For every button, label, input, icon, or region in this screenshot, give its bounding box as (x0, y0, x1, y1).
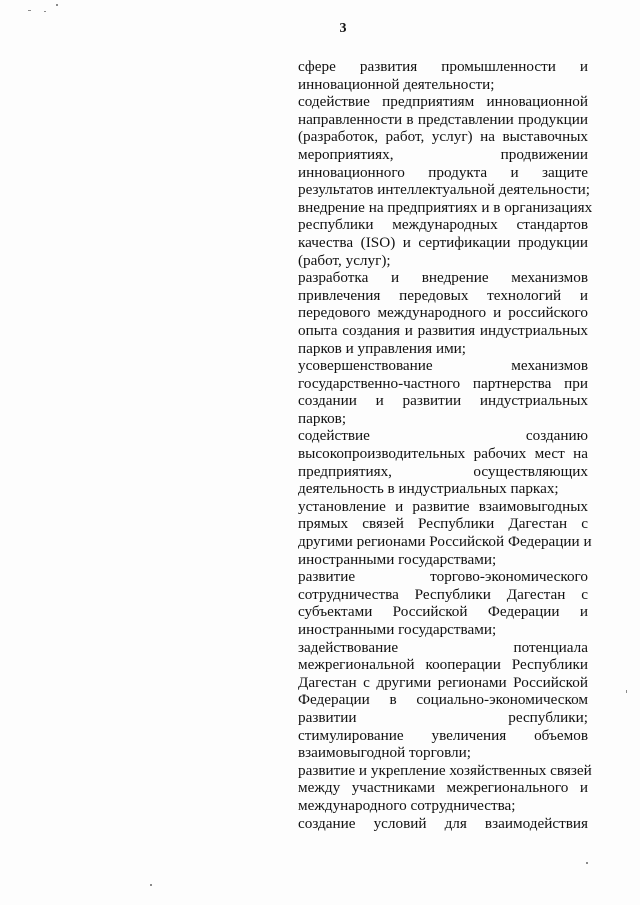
text-line: содействие предприятиям инновационной (298, 93, 588, 111)
text-line: развитие и укрепление хозяйственных связей (298, 761, 592, 779)
text-line: создание условий для взаимодействия (298, 814, 588, 832)
text-line: межрегиональной кооперации Республики (298, 656, 588, 674)
text-line: парков и управления ими; (298, 339, 467, 357)
text-line: мероприятиях, продвижении (298, 145, 588, 163)
text-line: иностранными государствами; (298, 621, 497, 638)
text-line: привлечения передовых технологий и (298, 286, 588, 304)
text-line: передового международного и российского (298, 304, 588, 322)
scan-speck (44, 11, 46, 12)
text-line: между участниками межрегионального и (298, 779, 588, 797)
scan-speck (150, 884, 152, 886)
scan-speck (28, 10, 31, 11)
text-line: разработка и внедрение механизмов (298, 269, 588, 287)
scan-speck (56, 4, 58, 6)
text-line: опыта создания и развития индустриальных (298, 321, 588, 339)
page-number: 3 (339, 21, 347, 36)
text-line: другими регионами Российской Федерации и (298, 533, 592, 551)
text-line: сфере развития промышленности и (298, 58, 588, 75)
text-line: (работ, услуг); (298, 251, 391, 269)
text-line: создании и развитии индустриальных (298, 392, 588, 410)
text-line: внедрение на предприятиях и в организациях (298, 198, 593, 216)
text-line: результатов интеллектуальной деятельности; (298, 181, 590, 199)
text-line: (разработок, работ, услуг) на выставочных (298, 128, 588, 146)
body-text (298, 58, 593, 832)
scan-speck (586, 862, 588, 864)
text-line: международного сотрудничества; (298, 796, 516, 814)
text-line: инновационного продукта и защите (298, 163, 588, 181)
text-line: стимулирование увеличения объемов (298, 726, 588, 744)
text-line: Федерации в социально-экономическом (298, 691, 588, 709)
text-line: высокопроизводительных рабочих мест на (298, 445, 588, 463)
text-line: качества (ISO) и сертификации продукции (298, 233, 588, 251)
text-line: развитии республики; (298, 708, 588, 726)
text-line: усовершенствование механизмов (298, 357, 588, 375)
text-line: иностранными государствами; (298, 550, 497, 568)
text-line: инновационной деятельности; (298, 75, 495, 93)
text-line: республики международных стандартов (298, 216, 588, 234)
text-line: Дагестан с другими регионами Российской (298, 673, 588, 691)
text-line: государственно-частного партнерства при (298, 374, 588, 392)
text-line: развитие торгово-экономического (298, 568, 588, 586)
text-line: субъектами Российской Федерации и (298, 603, 588, 621)
text-line: установление и развитие взаимовыгодных (298, 497, 588, 515)
text-line: предприятиях, осуществляющих (298, 462, 588, 480)
text-line: прямых связей Республики Дагестан с (298, 515, 588, 533)
text-line: взаимовыгодной торговли; (298, 744, 471, 762)
text-line: задействование потенциала (298, 638, 588, 656)
text-line: парков; (298, 409, 347, 427)
text-line: направленности в представлении продукции (298, 110, 588, 128)
scan-speck (626, 690, 627, 693)
text-line: содействие созданию (298, 427, 588, 445)
text-line: сотрудничества Республики Дагестан с (298, 585, 588, 603)
text-line: деятельность в индустриальных парках; (298, 480, 559, 498)
